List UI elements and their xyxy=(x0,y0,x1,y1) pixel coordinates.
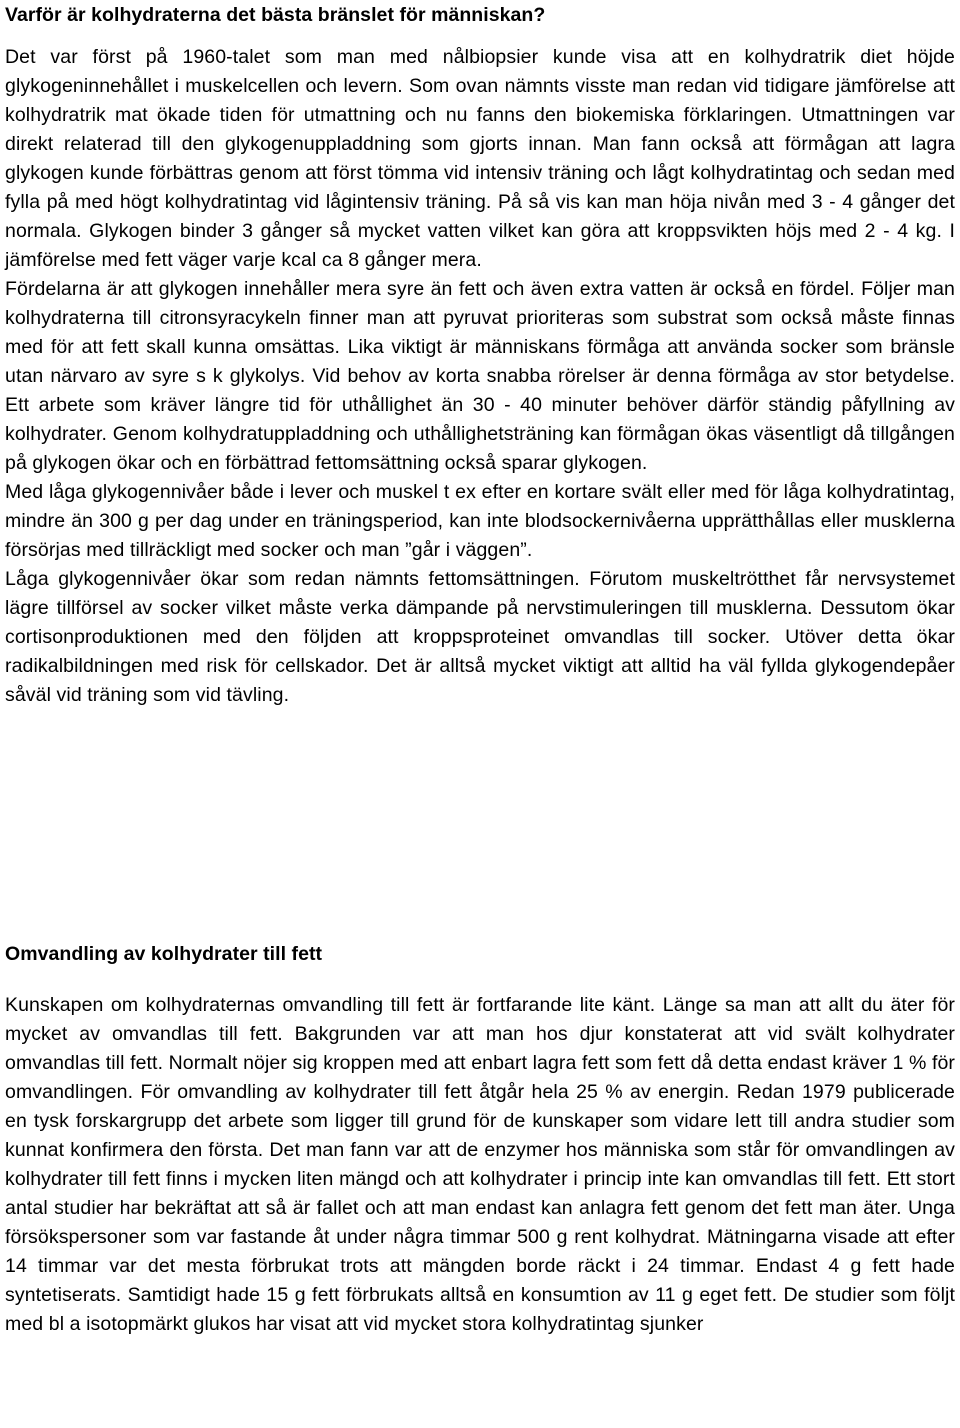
section-body-carbohydrate-to-fat xyxy=(5,991,955,1339)
paragraph: Kunskapen om kolhydraternas omvandling till fett är fortfarande lite känt. Länge sa man att allt du äter för mycket av omvandlas till fett. Bakgrunden var att man hos djur konstaterat att vid svält kolhydrater omvandlas till fett. Normalt nöjer sig kroppen med att enbart lagra fett som fett då detta endast kräver 1 % för omvandlingen. För omvandling av kolhydrater till fett åtgår hela 25 % av energin. Redan 1979 publicerade en tysk forskargrupp det arbete som ligger till grund för de kunskaper som vidare lett till andra studier som kunnat konfirmera den första. Det man fann var att de enzymer hos människa som står för omvandlingen av kolhydrater till fett finns i mycken liten mängd och att kolhydrater i princip inte kan omvandlas till fett. Ett stort antal studier har bekräftat att så är fallet och att man endast kan anlagra fett genom det fett man äter. Unga försökspersoner som var fastande åt under några timmar 500 g rent kolhydrat. Mätningarna visade att efter 14 timmar var det mesta förbrukat trots att mängden borde räckt i 24 timmar. Endast 4 g fett hade syntetiserats. Samtidigt hade 15 g fett förbrukats alltså en konsumtion av 11 g eget fett. De studier som följt med bl a isotopmärkt glukos har visat att vid mycket stora kolhydratintag sjunker xyxy=(5,994,955,1335)
paragraph: Låga glykogennivåer ökar som redan nämnts fettomsättningen. Förutom muskeltrötthet får nervsystemet lägre tillförsel av socker vilket måste verka dämpande på nervstimuleringen till musklerna. Dessutom ökar cortisonproduktionen med den följden att kroppsproteinet omvandlas till socker. Utöver detta ökar radikalbildningen med risk för cellskador. Det är alltså mycket viktigt att alltid ha väl fyllda glykogendepåer såväl vid träning som vid tävling. xyxy=(5,568,955,706)
section-heading-carbohydrates-fuel: Varför är kolhydraterna det bästa bränslet för människan? xyxy=(5,4,546,26)
paragraph: Det var först på 1960-talet som man med nålbiopsier kunde visa att en kolhydratrik diet höjde glykogeninnehållet i muskelcellen och levern. Som ovan nämnts visste man redan vid tidigare jämförelse att kolhydratrik mat ökade tiden för utmattning och nu fanns den biokemiska förklaringen. Utmattningen var direkt relaterad till den glykogenuppladdning som gjorts innan. Man fann också att förmågan att lagra glykogen kunde förbättras genom att först tömma vid intensiv träning och lågt kolhydratintag och sedan med fylla på med högt kolhydratintag vid lågintensiv träning. På så vis kan man höja nivån med 3 - 4 gånger det normala. Glykogen binder 3 gånger så mycket vatten vilket kan göra att kroppsvikten höjs med 2 - 4 kg. I jämförelse med fett väger varje kcal ca 8 gånger mera. xyxy=(5,46,955,271)
section-body-carbohydrates-fuel xyxy=(5,43,955,710)
paragraph: Med låga glykogennivåer både i lever och muskel t ex efter en kortare svält eller med för låga kolhydratintag, mindre än 300 g per dag under en träningsperiod, kan inte blodsockernivåerna upprätthållas eller musklerna försörjas med tillräckligt med socker och man ”går i väggen”. xyxy=(5,481,955,561)
section-heading-carbohydrate-to-fat: Omvandling av kolhydrater till fett xyxy=(5,943,323,965)
paragraph: Fördelarna är att glykogen innehåller mera syre än fett och även extra vatten är också en fördel. Följer man kolhydraterna till citronsyracykeln finner man att pyruvat prioriteras som substrat som också måste finnas med för att fett skall kunna omsättas. Lika viktigt är människans förmåga att använda socker som bränsle utan närvaro av syre s k glykolys. Vid behov av korta snabba rörelser är denna förmåga av stor betydelse. Ett arbete som kräver längre tid för uthållighet än 30 - 40 minuter behöver därför ständig påfyllning av kolhydrater. Genom kolhydratuppladdning och uthållighetsträning kan förmågan ökas väsentligt då tillgången på glykogen ökar och en förbättrad fettomsättning också sparar glykogen. xyxy=(5,278,955,474)
